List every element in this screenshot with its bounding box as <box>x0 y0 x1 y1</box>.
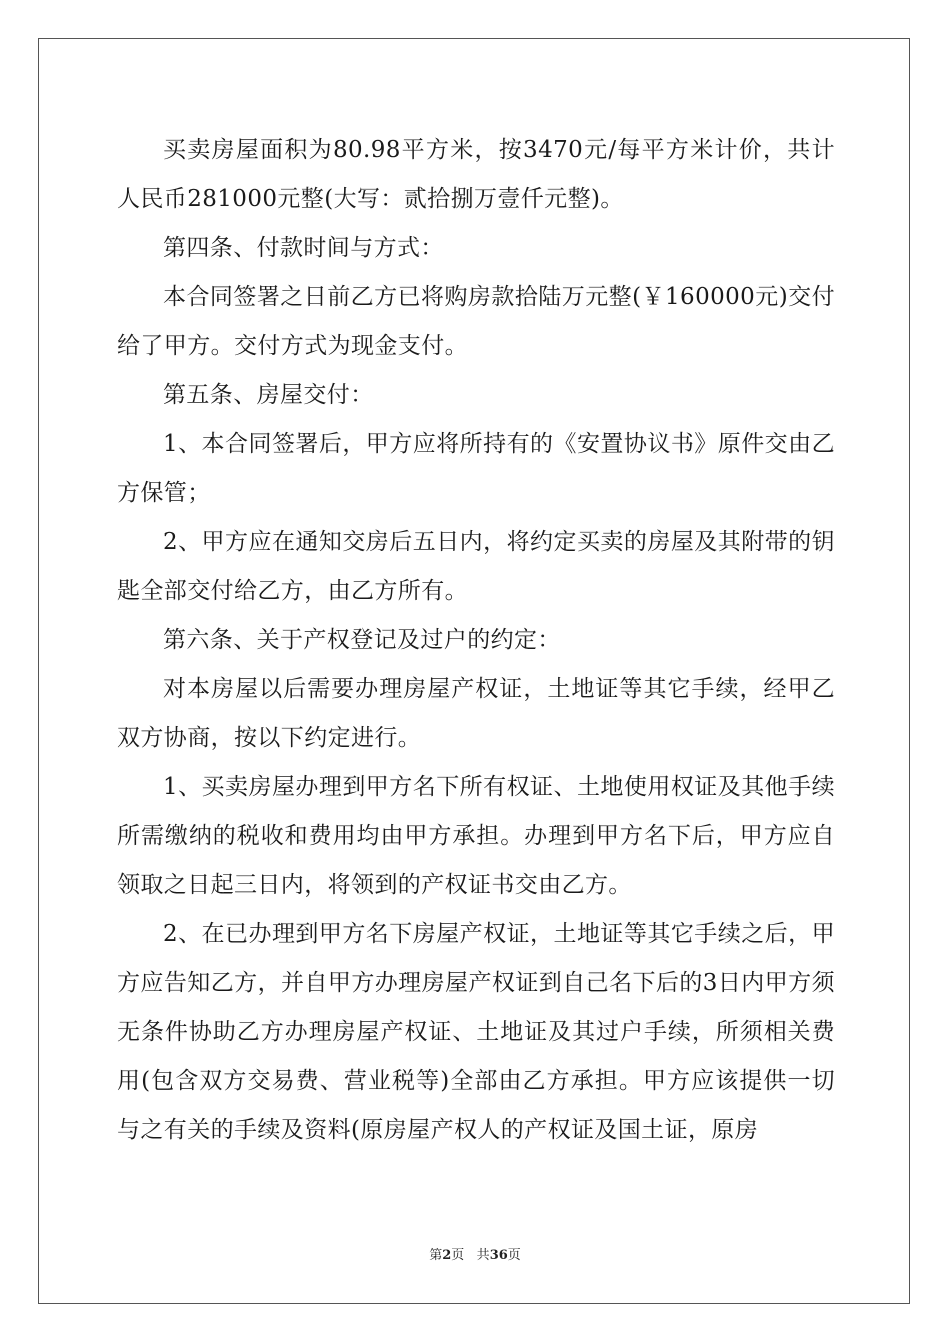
footer-page-suffix: 页 <box>451 1248 465 1263</box>
heading-article-6: 第六条、关于产权登记及过户的约定： <box>163 627 561 653</box>
footer-total-suffix: 页 <box>507 1248 521 1263</box>
paragraph-title-2: 2、在已办理到甲方名下房屋产权证，土地证等其它手续之后，甲方应告知乙方，并自甲方办理房屋产权证到自己名下后的3日内甲方须无条件协助乙方办理房屋产权证、土地证及其过户手续，所须相关费用(包含双方交易费、营业税等)全部由乙方承担。甲方应该提供一切与之有关的手续及资料(原房屋产权人的产权证及国土证，原房 <box>117 921 835 1143</box>
page-footer <box>0 1244 950 1263</box>
current-page-number: 2 <box>442 1248 452 1263</box>
paragraph-title-intro: 对本房屋以后需要办理房屋产权证，土地证等其它手续，经甲乙双方协商，按以下约定进行。 <box>117 676 835 751</box>
total-page-count: 36 <box>489 1248 508 1263</box>
paragraph-price: 买卖房屋面积为80.98平方米，按3470元/每平方米计价，共计人民币281000元整(大写：贰拾捌万壹仟元整)。 <box>117 137 835 212</box>
heading-article-4: 第四条、付款时间与方式： <box>163 235 444 261</box>
footer-prefix: 第 <box>429 1248 443 1263</box>
paragraph-delivery-1: 1、本合同签署后，甲方应将所持有的《安置协议书》原件交由乙方保管； <box>117 431 835 506</box>
paragraph-delivery-2: 2、甲方应在通知交房后五日内，将约定买卖的房屋及其附带的钥匙全部交付给乙方，由乙方所有。 <box>117 529 835 604</box>
footer-total-prefix: 共 <box>476 1248 490 1263</box>
paragraph-title-1: 1、买卖房屋办理到甲方名下所有权证、土地使用权证及其他手续所需缴纳的税收和费用均由甲方承担。办理到甲方名下后，甲方应自领取之日起三日内，将领到的产权证书交由乙方。 <box>117 774 835 898</box>
document-body <box>117 126 835 1155</box>
heading-article-5: 第五条、房屋交付： <box>163 382 374 408</box>
paragraph-payment: 本合同签署之日前乙方已将购房款拾陆万元整(￥160000元)交付给了甲方。交付方式为现金支付。 <box>117 284 835 359</box>
